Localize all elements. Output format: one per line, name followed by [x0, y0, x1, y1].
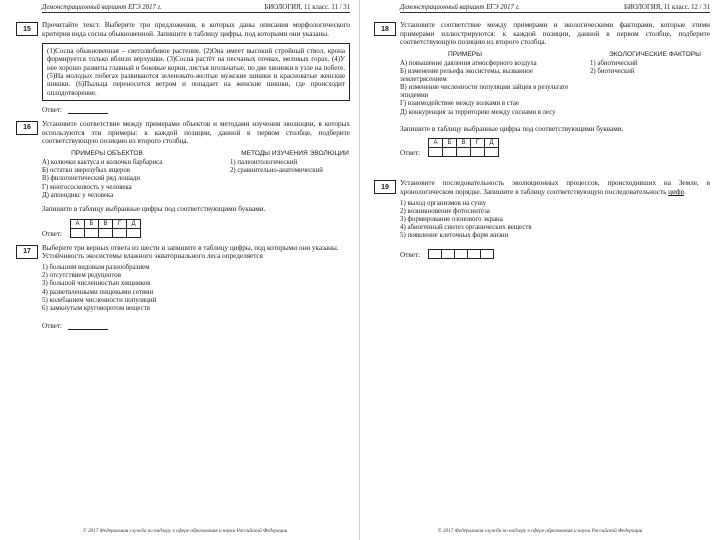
column-header: ПРИМЕРЫ [447, 50, 482, 58]
answer-row [42, 219, 350, 238]
task-17 [16, 244, 350, 330]
list-item: 5) колебанием численности популяций [42, 296, 157, 304]
table-header-cell: А [429, 139, 443, 148]
page-footer: © 2017 Федеральная служба по надзору в сфере образования и науки Российской Федерации [82, 528, 288, 534]
column-header: ПРИМЕРЫ ОБЪЕКТОВ [71, 149, 143, 157]
list-item: Г) взаимодействие между волками в стае [400, 100, 519, 108]
answer-cell[interactable] [429, 249, 442, 258]
list-item: Д) конкуренция за территорию между соснами в лесу [400, 108, 556, 116]
answer-cell[interactable] [471, 148, 485, 157]
task-15 [16, 21, 350, 114]
list-item: 2) сравнительно-анатомический [230, 167, 323, 175]
answer-label: Ответ: [400, 149, 421, 158]
answer-row [42, 321, 350, 330]
table-header-cell: Г [471, 139, 485, 148]
table-header-cell: Д [127, 219, 141, 228]
answer-cell[interactable] [443, 148, 457, 157]
task-number: 15 [16, 22, 38, 36]
task-instruction: Выберите три верных ответа из шести и запишите в таблицу цифры, под которыми они указаны. [42, 243, 339, 252]
answer-row [42, 105, 350, 114]
task-19 [374, 179, 710, 258]
list-item: 5) появление клеточных форм жизни [400, 232, 509, 240]
table-header-cell: А [71, 219, 85, 228]
table-header-cell: Г [113, 219, 127, 228]
task-note: Запишите в таблицу выбранные цифры под соответствующими буквами. [42, 205, 266, 214]
task-instruction [400, 179, 710, 196]
page-header [42, 4, 350, 13]
instruction-text: Установите последовательность эволюционных процессов, происходивших на Земле, в хронологическом порядке. Запишите в таблицу соответствующую последовательность [400, 179, 710, 197]
answer-table [428, 249, 494, 259]
list-item: Д) аппендикс у человека [42, 191, 114, 199]
answer-row [400, 249, 710, 259]
items-list [42, 159, 220, 200]
column-header: МЕТОДЫ ИЗУЧЕНИЯ ЭВОЛЮЦИИ [241, 149, 349, 157]
list-item: 2) отсутствием редуцентов [42, 272, 121, 280]
page-footer: © 2017 Федеральная служба по надзору в сфере образования и науки Российской Федерации [437, 528, 643, 534]
header-page: 12 / 31 [691, 4, 710, 11]
task-lead: Устойчивость экосистемы влажного экваториального леса определяется [42, 252, 263, 261]
instruction-end: . [684, 188, 686, 197]
task-instruction: Прочитайте текст. Выберите три предложения, в которых даны описания морфологического критерия вида сосны обыкновенной. Запишите в таблицу цифры, под которыми они указаны. [42, 21, 350, 38]
list-item: Б) остатки зверозубых ящеров [42, 167, 130, 175]
answer-cell[interactable] [481, 249, 494, 258]
task-instruction: Установите соответствие между примерами и экологическими факторами, которые этими примерами иллюстрируются: к каждой позиции, данной в первом столбце, подберите соответствующую позицию из второго столбца. [400, 21, 710, 47]
instruction-emphasis: цифр [668, 188, 685, 197]
task-number: 18 [374, 22, 396, 36]
header-page: 11 / 31 [331, 4, 350, 11]
answer-table [70, 219, 141, 238]
table-header-cell: Б [85, 219, 99, 228]
answer-cell[interactable] [468, 249, 481, 258]
list-item: Г) многососковость у человека [42, 183, 132, 191]
header-title: Демонстрационный вариант ЕГЭ 2017 г. [400, 4, 520, 11]
list-item: 1) палеонтологический [230, 158, 298, 166]
list-item: 6) замкнутым круговоротом веществ [42, 305, 150, 313]
list-item: А) повышение давления атмосферного воздуха [400, 59, 537, 67]
answer-label: Ответ: [42, 322, 63, 331]
list-item: 2) возникновение фотосинтеза [400, 207, 490, 215]
header-subject: БИОЛОГИЯ, 11 класс. [624, 4, 690, 11]
task-text-box: (1)Сосна обыкновенная – светолюбивое растение. (2)Она имеет высокий стройный ствол, крона формируется только вблизи верхушки. (3)Сосна растёт на песчаных почвах, меловых горах. (4)У нее хорошо развиты главный и боковые корни, листья игольчатые, по две хвоинки в узле на побеге. (5)На молодых побегах развиваются зеленовато-желтые мужские шишки и красноватые женские шишки. (6)Пыльца переносится ветром и попадает на женские шишки, где происходит оплодотворение. [42, 43, 350, 101]
answer-table [428, 138, 499, 157]
page-right [360, 0, 720, 540]
list-item: 3) формирование озонового экрана [400, 216, 503, 224]
answer-cell[interactable] [99, 228, 113, 237]
task-number: 16 [16, 121, 38, 135]
answer-cell[interactable] [71, 228, 85, 237]
table-header-cell: Б [443, 139, 457, 148]
task-16 [16, 120, 350, 238]
answer-cell[interactable] [85, 228, 99, 237]
answer-cell[interactable] [429, 148, 443, 157]
items-list [400, 60, 578, 117]
list-item: А) колючки кактуса и колючки барбариса [42, 158, 163, 166]
factors-list [590, 60, 710, 117]
answer-cell[interactable] [485, 148, 499, 157]
answer-label: Ответ: [42, 229, 63, 238]
list-item: 2) биотический [590, 68, 635, 76]
list-item: 4) разветвленными пищевыми сетями [42, 288, 154, 296]
list-item: 1) абиотический [590, 59, 638, 67]
answer-cell[interactable] [113, 228, 127, 237]
answer-label: Ответ: [42, 105, 63, 114]
list-item: 1) большим видовым разнообразием [42, 264, 150, 272]
table-header-cell: В [457, 139, 471, 148]
column-header: ЭКОЛОГИЧЕСКИЕ ФАКТОРЫ [609, 50, 701, 58]
page-header [400, 4, 710, 13]
options-list [400, 200, 710, 241]
answer-row [400, 138, 710, 157]
list-item: 3) большой численностью хищников [42, 280, 151, 288]
list-item: Б) изменение рельефа экосистемы, вызванное землетрясением [400, 68, 533, 83]
list-item: В) изменение численности популяции зайцев в результате эпидемии [400, 84, 569, 99]
task-instruction: Установите соответствие между примерами объектов и методами изучения эволюции, в которых используются эти примеры: к каждой позиции, данной в первом столбце, подберите соответствующую позицию из второго столбца. [42, 119, 350, 146]
table-header-cell: Д [485, 139, 499, 148]
list-item: В) филогенетический ряд лошади [42, 175, 141, 183]
methods-list [230, 159, 350, 200]
answer-cell[interactable] [455, 249, 468, 258]
table-header-cell: В [99, 219, 113, 228]
answer-field[interactable] [68, 321, 108, 330]
answer-cell[interactable] [127, 228, 141, 237]
task-note: Запишите в таблицу выбранные цифры под соответствующими буквами. [400, 124, 624, 133]
task-18 [374, 21, 710, 157]
list-item: 1) выход организмов на сушу [400, 199, 487, 207]
task-number: 17 [16, 245, 38, 259]
header-title: Демонстрационный вариант ЕГЭ 2017 г. [42, 4, 162, 11]
answer-label: Ответ: [400, 250, 421, 259]
answer-cell[interactable] [457, 148, 471, 157]
task-number: 19 [374, 180, 396, 194]
options-list [42, 264, 350, 313]
answer-cell[interactable] [442, 249, 455, 258]
answer-field[interactable] [68, 105, 108, 114]
list-item: 4) абиогенный синтез органических веществ [400, 224, 532, 232]
header-subject: БИОЛОГИЯ, 11 класс. [264, 4, 330, 11]
